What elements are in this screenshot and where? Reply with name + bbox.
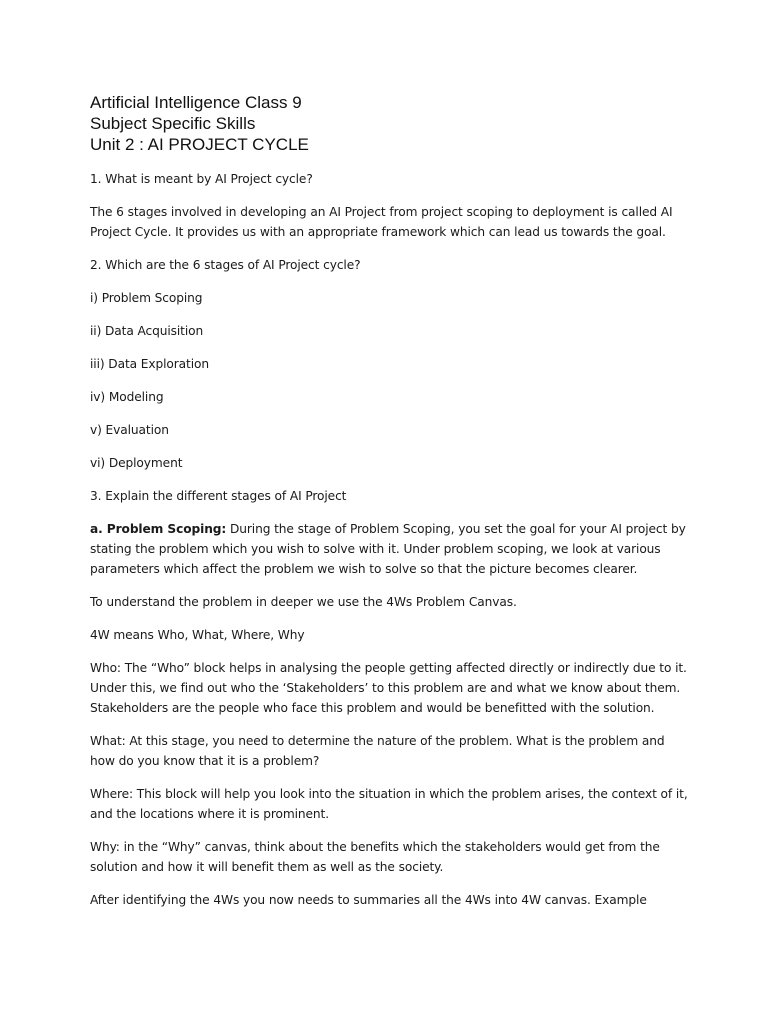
who-paragraph: Who: The “Who” block helps in analysing the people getting affected directly or indirectly due to it. Under this, we find out who the ‘Stakeholders’ to this problem are and what we know about them. Stakeholders are the people who face this problem and would be benefitted with the solution. (90, 661, 687, 715)
document-subtitle: Subject Specific Skills (90, 114, 256, 133)
problem-scoping-text: During the stage of Problem Scoping, you set the goal for your AI project by stating the problem which you wish to solve with it. Under problem scoping, we look at various parameters which affect the problem we wish to solve so that the picture becomes clearer. (90, 522, 686, 576)
four-w-paragraph: 4W means Who, What, Where, Why (90, 628, 305, 642)
canvas-paragraph: To understand the problem in deeper we use the 4Ws Problem Canvas. (90, 595, 517, 609)
where-paragraph: Where: This block will help you look into the situation in which the problem arises, the context of it, and the locations where it is prominent. (90, 787, 688, 821)
stage-item: iii) Data Exploration (90, 357, 209, 371)
question-1: 1. What is meant by AI Project cycle? (90, 172, 313, 186)
stage-item: iv) Modeling (90, 390, 164, 404)
stage-item: i) Problem Scoping (90, 291, 203, 305)
answer-1: The 6 stages involved in developing an AI Project from project scoping to deployment is called AI Project Cycle. It provides us with an appropriate framework which can lead us towards the goal. (90, 205, 673, 239)
question-3: 3. Explain the different stages of AI Project (90, 489, 347, 503)
stage-item: vi) Deployment (90, 456, 183, 470)
summary-paragraph: After identifying the 4Ws you now needs to summaries all the 4Ws into 4W canvas. Example (90, 893, 647, 907)
unit-title: Unit 2 : AI PROJECT CYCLE (90, 135, 309, 154)
document-title: Artificial Intelligence Class 9 (90, 93, 302, 112)
stage-item: v) Evaluation (90, 423, 169, 437)
what-paragraph: What: At this stage, you need to determine the nature of the problem. What is the problem and how do you know that it is a problem? (90, 734, 665, 768)
stage-item: ii) Data Acquisition (90, 324, 204, 338)
problem-scoping-label: a. Problem Scoping: (90, 522, 227, 536)
problem-scoping-paragraph (90, 519, 690, 579)
why-paragraph: Why: in the “Why” canvas, think about the benefits which the stakeholders would get from the solution and how it will benefit them as well as the society. (90, 840, 660, 874)
question-2: 2. Which are the 6 stages of AI Project cycle? (90, 258, 361, 272)
document-page (90, 92, 690, 923)
